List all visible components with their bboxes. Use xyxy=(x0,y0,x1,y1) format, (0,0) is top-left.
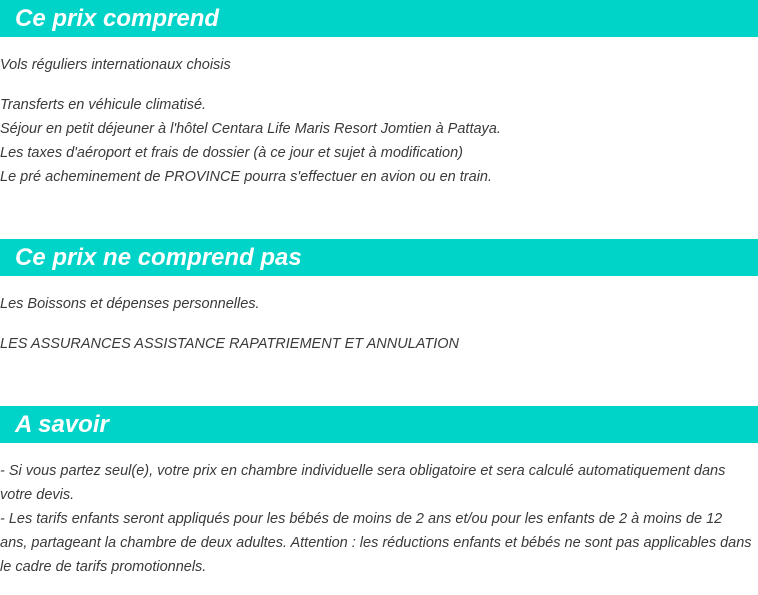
included-item: Les taxes d'aéroport et frais de dossier (à ce jour et sujet à modification) xyxy=(0,145,463,161)
included-item: Transferts en véhicule climatisé. xyxy=(0,97,207,113)
not-included-item: Les Boissons et dépenses personnelles. xyxy=(0,296,260,312)
included-item: Vols réguliers internationaux choisis xyxy=(0,57,231,73)
section-title: Ce prix ne comprend pas xyxy=(15,243,302,271)
not-included-item: LES ASSURANCES ASSISTANCE RAPATRIEMENT ET ANNULATION xyxy=(0,336,459,352)
section-title: A savoir xyxy=(15,410,109,438)
to-know-paragraph: - Les tarifs enfants seront appliqués pour les bébés de moins de 2 ans et/ou pour les enfants de 2 à moins de 12 ans, partageant la chambre de deux adultes. Attention : les réductions enfants et bébés ne sont pas applicables dans le cadre de tarifs promotionnels. xyxy=(0,511,752,575)
section-header-not-included xyxy=(0,239,758,276)
section-header-included xyxy=(0,0,758,37)
to-know-paragraph: - Si vous partez seul(e), votre prix en chambre individuelle sera obligatoire et sera calculé automatiquement dans votre devis. xyxy=(0,463,726,503)
included-item: Séjour en petit déjeuner à l'hôtel Centara Life Maris Resort Jomtien à Pattaya. xyxy=(0,121,501,137)
section-title: Ce prix comprend xyxy=(15,4,220,32)
section-header-to-know xyxy=(0,406,758,443)
included-item: Le pré acheminement de PROVINCE pourra s'effectuer en avion ou en train. xyxy=(0,169,493,185)
